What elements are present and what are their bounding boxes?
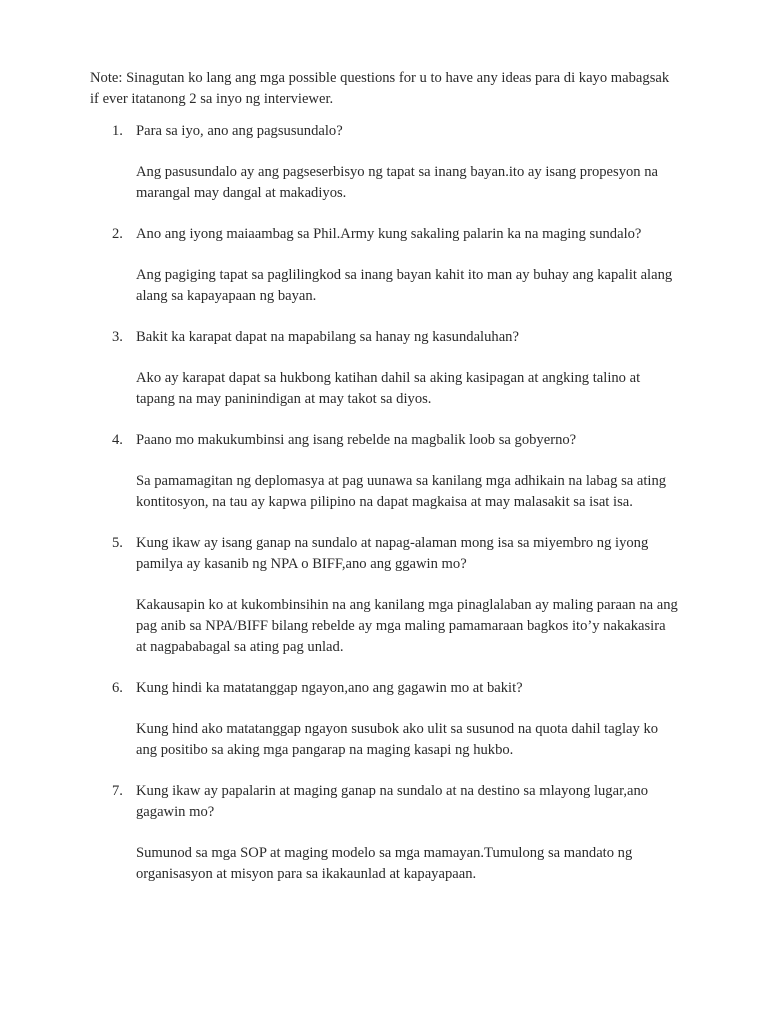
answer-text: Ang pasusundalo ay ang pagseserbisyo ng tapat sa inang bayan.ito ay isang propesyon na marangal may dangal at makadiyos. [136, 164, 659, 201]
item-number: 3. [112, 329, 123, 345]
question-text: Paano mo makukumbinsi ang isang rebelde na magbalik loob sa gobyerno? [136, 432, 577, 448]
item-number: 6. [112, 680, 123, 696]
list-item [90, 678, 678, 761]
item-number: 1. [112, 123, 123, 139]
question-text: Kung hindi ka matatanggap ngayon,ano ang gagawin mo at bakit? [136, 680, 523, 696]
question-text: Kung ikaw ay papalarin at maging ganap na sundalo at na destino sa mlayong lugar,ano gagawin mo? [136, 783, 649, 820]
answer-text: Ang pagiging tapat sa paglilingkod sa inang bayan kahit ito man ay buhay ang kapalit alang alang sa kapayapaan ng bayan. [136, 267, 673, 304]
list-item [90, 327, 678, 410]
list-item [90, 533, 678, 658]
list-item [90, 224, 678, 307]
item-number: 5. [112, 535, 123, 551]
answer-text: Kung hind ako matatanggap ngayon susubok ako ulit sa susunod na quota dahil taglay ko ang positibo sa aking mga pangarap na maging kasapi ng hukbo. [136, 721, 659, 758]
question-text: Para sa iyo, ano ang pagsusundalo? [136, 123, 343, 139]
answer-text: Ako ay karapat dapat sa hukbong katihan dahil sa aking kasipagan at angking talino at tapang na may paninindigan at may takot sa diyos. [136, 370, 641, 407]
item-number: 7. [112, 783, 123, 799]
item-number: 2. [112, 226, 123, 242]
list-item [90, 430, 678, 513]
question-text: Kung ikaw ay isang ganap na sundalo at napag-alaman mong isa sa miyembro ng iyong pamilya ay kasanib ng NPA o BIFF,ano ang ggawin mo? [136, 535, 649, 572]
list-item [90, 781, 678, 885]
question-list [90, 121, 678, 885]
answer-text: Sumunod sa mga SOP at maging modelo sa mga mamayan.Tumulong sa mandato ng organisasyon at misyon para sa ikakaunlad at kapayapaan. [136, 845, 633, 882]
item-number: 4. [112, 432, 123, 448]
answer-text: Sa pamamagitan ng deplomasya at pag uunawa sa kanilang mga adhikain na labag sa ating kontitosyon, na tau ay kapwa pilipino na dapat magkaisa at may malasakit sa isat isa. [136, 473, 667, 510]
question-text: Bakit ka karapat dapat na mapabilang sa hanay ng kasundaluhan? [136, 329, 519, 345]
note-paragraph: Note: Sinagutan ko lang ang mga possible questions for u to have any ideas para di kayo mabagsak if ever itatanong 2 sa inyo ng interviewer. [90, 70, 670, 107]
answer-text: Kakausapin ko at kukombinsihin na ang kanilang mga pinaglalaban ay maling paraan na ang pag anib sa NPA/BIFF bilang rebelde ay mga maling pamamaraan bagkos ito’y nakakasira at nagpababagal sa ating pag unlad. [136, 597, 678, 655]
question-text: Ano ang iyong maiaambag sa Phil.Army kung sakaling palarin ka na maging sundalo? [136, 226, 642, 242]
list-item [90, 121, 678, 204]
